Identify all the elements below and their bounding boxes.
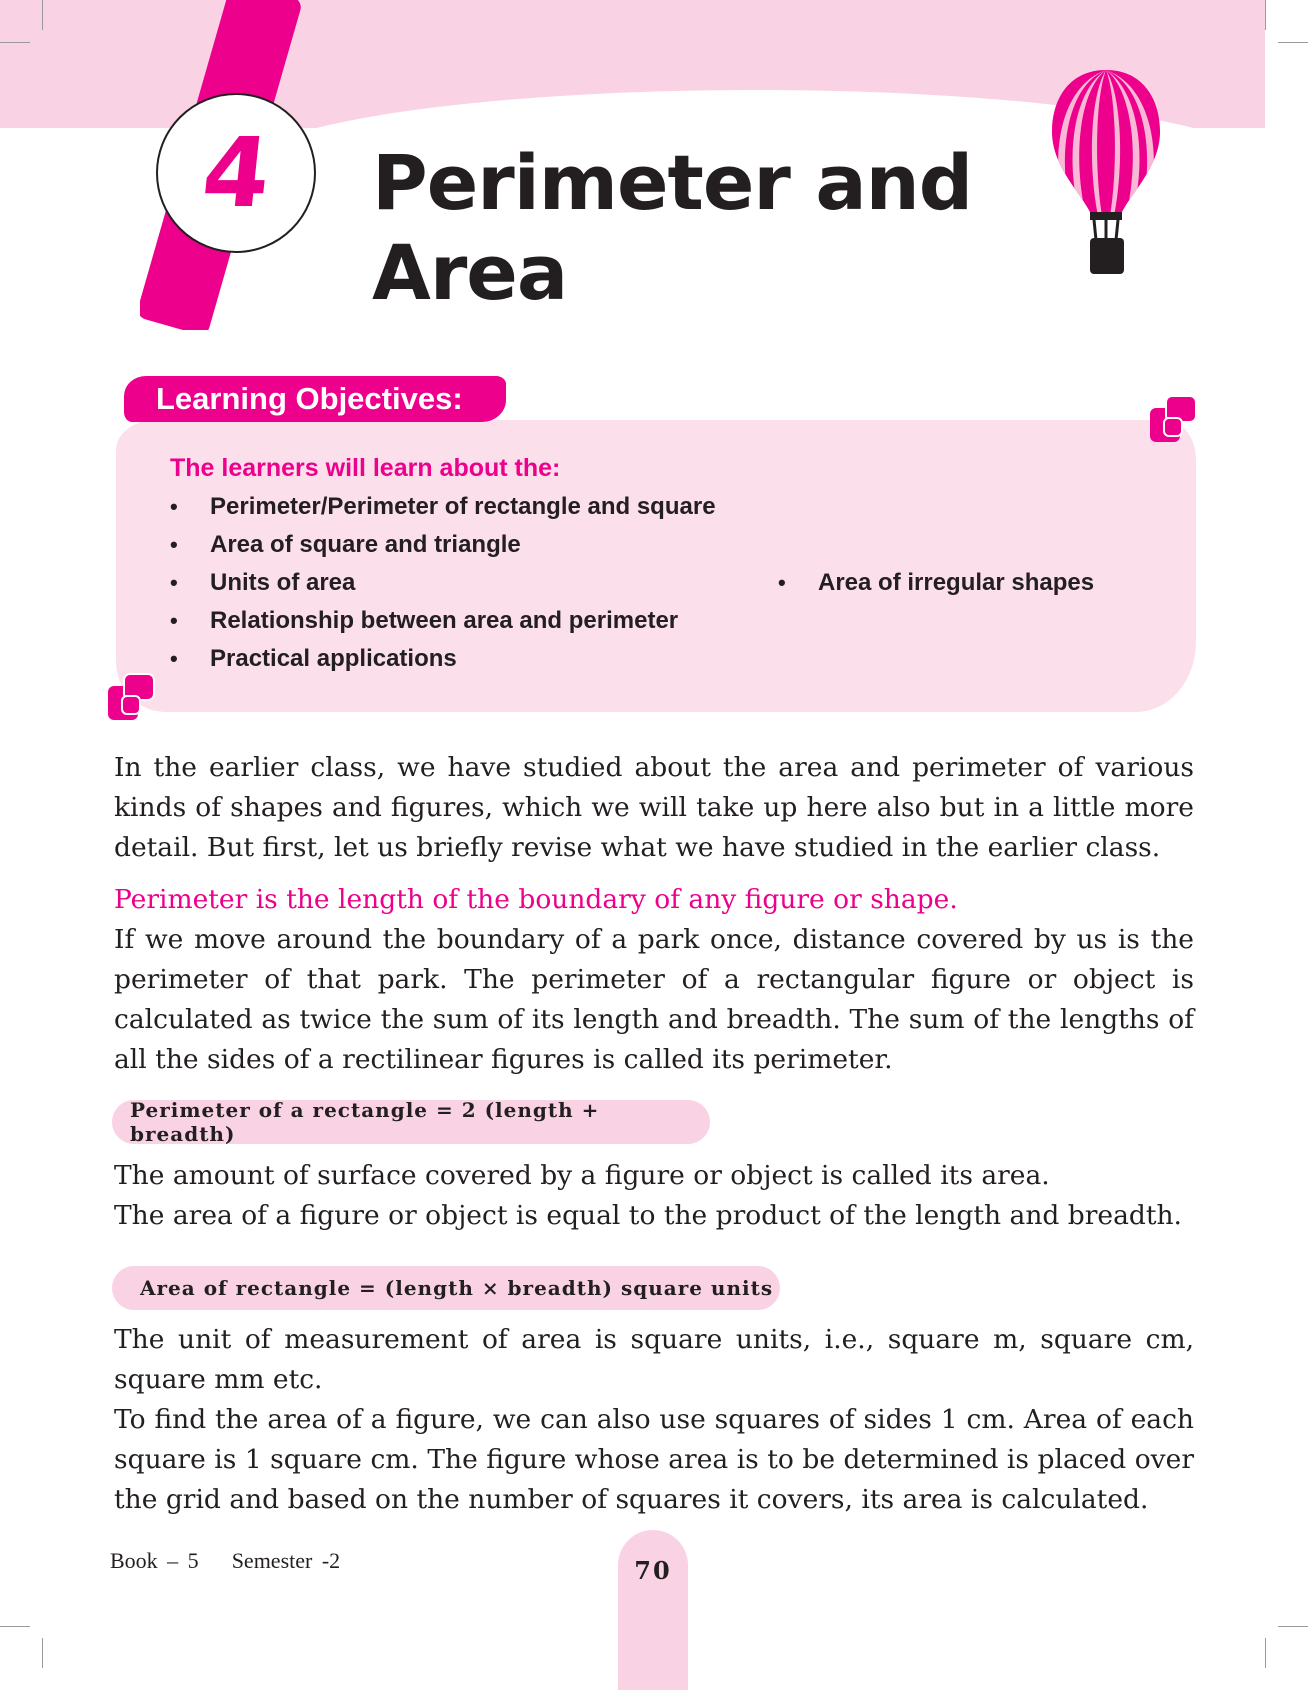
chapter-title-line1: Perimeter and (372, 138, 973, 227)
area-formula: Area of rectangle = (length × breadth) square units (112, 1266, 780, 1310)
perimeter-formula: Perimeter of a rectangle = 2 (length + breadth) (112, 1100, 710, 1144)
crop-mark (1278, 42, 1308, 43)
crop-mark (1278, 1626, 1308, 1627)
crop-mark (0, 42, 30, 43)
intro-paragraph: In the earlier class, we have studied about the area and perimeter of various kinds of shapes and figures, which we will take up here also but in a little more detail. But first, let us briefly revise what we have studied in the earlier class. (114, 752, 1194, 863)
list-item: • Perimeter/Perimeter of rectangle and square (170, 493, 716, 520)
objectives-list-right (778, 568, 1094, 598)
hot-air-balloon-icon (1050, 66, 1162, 286)
list-item: • Practical applications (170, 645, 457, 672)
footer-semester: Semester -2 (231, 1548, 341, 1573)
chapter-title (372, 138, 992, 318)
crop-mark (1265, 1638, 1266, 1668)
crop-mark (42, 1638, 43, 1668)
page-number-tab (618, 1530, 688, 1690)
chapter-number-badge (156, 93, 316, 253)
list-item: • Relationship between area and perimeter (170, 607, 679, 634)
page-number: 70 (634, 1556, 672, 1585)
objectives-list-left (170, 492, 716, 682)
objectives-heading: Learning Objectives: (156, 381, 463, 416)
crop-mark (1265, 0, 1266, 30)
list-item: • Area of square and triangle (170, 531, 521, 558)
list-item: • Units of area (170, 569, 356, 596)
footer-book-info (110, 1548, 340, 1574)
chapter-number: 4 (196, 117, 276, 229)
crop-mark (42, 0, 43, 30)
area-definition-line: The amount of surface covered by a figure or object is called its area. (114, 1160, 1050, 1191)
pink-cluster-icon (104, 672, 158, 726)
grid-paragraph: To find the area of a figure, we can also use squares of sides 1 cm. Area of each square is 1 square cm. The figure whose area is to be determined is placed over the grid and based on the number of squares it covers, its area is calculated. (114, 1404, 1194, 1515)
area-product-line: The area of a figure or object is equal to the product of the length and breadth. (114, 1200, 1182, 1231)
pink-cluster-icon (1146, 394, 1200, 448)
perimeter-paragraph: If we move around the boundary of a park once, distance covered by us is the perimeter of that park. The perimeter of a rectangular figure or object is calculated as twice the sum of its length and breadth. The sum of the lengths of all the sides of a rectilinear figures is called its perimeter. (114, 924, 1194, 1075)
crop-mark (0, 1626, 30, 1627)
chapter-title-line2: Area (372, 228, 568, 317)
list-item: • Area of irregular shapes (778, 569, 1095, 596)
perimeter-definition: Perimeter is the length of the boundary of any figure or shape. (114, 884, 958, 915)
unit-paragraph: The unit of measurement of area is square units, i.e., square m, square cm, square mm etc. (114, 1324, 1194, 1395)
objectives-intro: The learners will learn about the: (170, 454, 561, 482)
footer-book: Book – 5 (110, 1548, 199, 1573)
